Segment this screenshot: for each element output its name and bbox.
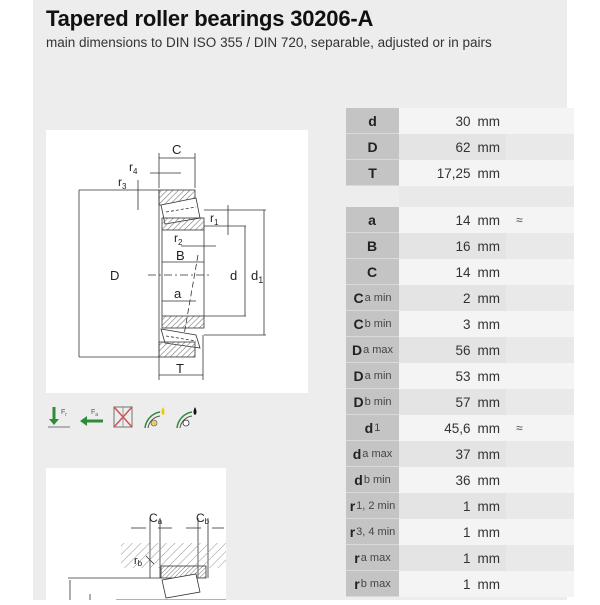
table-row xyxy=(346,259,574,285)
dimension-value xyxy=(399,311,506,337)
dimension-value xyxy=(399,389,506,415)
table-group-spacer xyxy=(346,186,574,207)
table-row xyxy=(346,337,574,363)
value-text: 62 xyxy=(455,139,471,155)
unit-text: mm xyxy=(477,165,500,181)
dimension-value xyxy=(399,285,506,311)
table-row xyxy=(346,207,574,233)
dimension-note xyxy=(506,108,574,134)
symbol-subscript: 3, 4 min xyxy=(356,525,396,538)
symbol-text: r xyxy=(354,549,360,566)
symbol-text: D xyxy=(353,393,364,410)
table-row xyxy=(346,519,574,545)
symbol-text: D xyxy=(367,138,378,155)
dimension-value xyxy=(399,415,506,441)
table-row xyxy=(346,493,574,519)
symbol-subscript: b max xyxy=(360,577,391,590)
value-text: 16 xyxy=(455,238,471,254)
dimension-note xyxy=(506,519,574,545)
table-row xyxy=(346,415,574,441)
symbol-subscript: 1 xyxy=(374,421,381,434)
approx-note: ≈ xyxy=(506,207,574,233)
value-text: 3 xyxy=(462,316,471,332)
dimension-symbol xyxy=(346,337,399,363)
dimension-value xyxy=(399,493,506,519)
unit-text: mm xyxy=(477,524,500,540)
svg-text:r1: $r_1$ xyxy=(210,211,219,227)
dimension-symbol xyxy=(346,134,399,160)
page-title: Tapered roller bearings 30206-A xyxy=(46,6,374,31)
dimension-note xyxy=(506,441,574,467)
unit-text: mm xyxy=(477,290,500,306)
dimension-symbol xyxy=(346,441,399,467)
value-text: 17,25 xyxy=(436,165,471,181)
dimension-note xyxy=(506,467,574,493)
value-text: 14 xyxy=(455,264,471,280)
value-text: 30 xyxy=(455,113,471,129)
unit-text: mm xyxy=(477,394,500,410)
dimension-value xyxy=(399,108,506,134)
symbol-text: d xyxy=(368,112,377,129)
unit-text: mm xyxy=(477,139,500,155)
symbol-text: C xyxy=(353,289,364,306)
grease-lubrication-icon xyxy=(142,404,168,430)
unit-text: mm xyxy=(477,368,500,384)
unit-text: mm xyxy=(477,498,500,514)
axial-load-icon xyxy=(78,404,104,430)
symbol-subscript: a max xyxy=(362,447,393,460)
symbol-text: D xyxy=(353,367,364,384)
page-subtitle: main dimensions to DIN ISO 355 / DIN 720, separable, adjusted or in pairs xyxy=(46,35,492,50)
svg-text:T: T xyxy=(176,361,184,376)
table-row xyxy=(346,545,574,571)
feature-icons xyxy=(46,403,200,431)
table-row xyxy=(346,108,574,134)
dimension-note xyxy=(506,337,574,363)
table-row xyxy=(346,467,574,493)
svg-text:Fr: $F_r$ xyxy=(61,409,67,418)
dimensions-table xyxy=(346,108,574,597)
unit-text: mm xyxy=(477,342,500,358)
dimension-value xyxy=(399,467,506,493)
dimension-note xyxy=(506,285,574,311)
symbol-text: D xyxy=(351,341,363,358)
table-row xyxy=(346,363,574,389)
radial-load-icon xyxy=(46,404,72,430)
unit-text: mm xyxy=(477,472,500,488)
dimension-note xyxy=(506,545,574,571)
value-text: 1 xyxy=(462,576,471,592)
svg-text:Ca: Ca xyxy=(149,511,163,526)
symbol-text: a xyxy=(368,211,376,228)
symbol-subscript: 1, 2 min xyxy=(356,499,396,512)
dimension-note xyxy=(506,493,574,519)
table-row xyxy=(346,285,574,311)
unit-text: mm xyxy=(477,420,500,436)
svg-text:r2: $r_2$ xyxy=(174,231,183,247)
dimension-value xyxy=(399,441,506,467)
svg-text:d1: $d_1$ xyxy=(251,268,264,285)
svg-text:a: a xyxy=(174,286,182,301)
table-row xyxy=(346,233,574,259)
table-row xyxy=(346,311,574,337)
dimension-value xyxy=(399,259,506,285)
dimension-symbol xyxy=(346,285,399,311)
symbol-subscript: a max xyxy=(360,551,391,564)
unit-text: mm xyxy=(477,264,500,280)
dimension-symbol xyxy=(346,233,399,259)
dimension-symbol xyxy=(346,467,399,493)
dimension-value xyxy=(399,363,506,389)
unit-text: mm xyxy=(477,446,500,462)
symbol-text: d xyxy=(354,471,363,488)
dimension-value xyxy=(399,337,506,363)
table-row xyxy=(346,134,574,160)
value-text: 1 xyxy=(462,550,471,566)
dimension-value xyxy=(399,571,506,597)
symbol-text: C xyxy=(366,263,378,280)
symbol-subscript: b min xyxy=(363,473,391,486)
svg-text:Fa: $F_a$ xyxy=(91,409,99,418)
value-text: 1 xyxy=(462,524,471,540)
value-text: 14 xyxy=(455,212,471,228)
svg-text:r4: $r_4$ xyxy=(129,160,138,176)
dimension-symbol xyxy=(346,389,399,415)
symbol-text: r xyxy=(349,497,356,514)
dimension-note xyxy=(506,259,574,285)
dimension-value xyxy=(399,134,506,160)
symbol-text: C xyxy=(353,315,364,332)
dimension-symbol xyxy=(346,493,399,519)
svg-text:Cb: Cb xyxy=(196,511,210,526)
value-text: 2 xyxy=(462,290,471,306)
dimension-symbol xyxy=(346,160,399,186)
dimension-symbol xyxy=(346,207,399,233)
unit-text: mm xyxy=(477,238,500,254)
value-text: 53 xyxy=(455,368,471,384)
dimension-note xyxy=(506,233,574,259)
unit-text: mm xyxy=(477,212,500,228)
dimension-note xyxy=(506,160,574,186)
symbol-text: r xyxy=(354,575,360,592)
dimension-symbol xyxy=(346,363,399,389)
not-sealed-icon xyxy=(110,404,136,430)
symbol-text: T xyxy=(368,164,377,181)
symbol-text: r xyxy=(349,523,356,540)
value-text: 45,6 xyxy=(444,420,471,436)
table-row xyxy=(346,571,574,597)
dimension-value xyxy=(399,160,506,186)
symbol-subscript: a max xyxy=(363,343,394,356)
dimension-symbol xyxy=(346,415,399,441)
symbol-subscript: b min xyxy=(364,317,392,330)
oil-lubrication-icon xyxy=(174,404,200,430)
bearing-dimension-diagram xyxy=(46,130,308,393)
value-text: 36 xyxy=(455,472,471,488)
dimension-note xyxy=(506,571,574,597)
table-row xyxy=(346,389,574,415)
approx-note: ≈ xyxy=(506,415,574,441)
svg-text:B: B xyxy=(176,248,185,263)
dimension-note xyxy=(506,389,574,415)
dimension-note xyxy=(506,134,574,160)
value-text: 57 xyxy=(455,394,471,410)
value-text: 56 xyxy=(455,342,471,358)
symbol-text: d xyxy=(352,445,362,462)
unit-text: mm xyxy=(477,113,500,129)
dimension-symbol xyxy=(346,259,399,285)
svg-text:rb: rb xyxy=(134,555,143,568)
unit-text: mm xyxy=(477,576,500,592)
value-text: 37 xyxy=(455,446,471,462)
dimension-value xyxy=(399,519,506,545)
dimension-symbol xyxy=(346,108,399,134)
dimension-value xyxy=(399,545,506,571)
dimension-value xyxy=(399,207,506,233)
value-text: 1 xyxy=(462,498,471,514)
table-row xyxy=(346,441,574,467)
dimension-symbol xyxy=(346,545,399,571)
table-row xyxy=(346,160,574,186)
dimension-note xyxy=(506,363,574,389)
unit-text: mm xyxy=(477,316,500,332)
dimension-symbol xyxy=(346,311,399,337)
dimension-symbol xyxy=(346,571,399,597)
svg-text:d: d xyxy=(230,268,238,283)
unit-text: mm xyxy=(477,550,500,566)
mounting-dimension-diagram xyxy=(46,468,226,600)
symbol-subscript: a min xyxy=(364,369,392,382)
dimension-note xyxy=(506,311,574,337)
dimension-value xyxy=(399,233,506,259)
dimension-symbol xyxy=(346,519,399,545)
svg-text:C: C xyxy=(172,142,182,157)
symbol-text: d xyxy=(364,419,374,436)
symbol-text: B xyxy=(366,237,378,254)
svg-text:D: D xyxy=(110,268,120,283)
symbol-subscript: a min xyxy=(364,291,392,304)
svg-text:r3: $r_3$ xyxy=(118,175,127,191)
symbol-subscript: b min xyxy=(364,395,392,408)
